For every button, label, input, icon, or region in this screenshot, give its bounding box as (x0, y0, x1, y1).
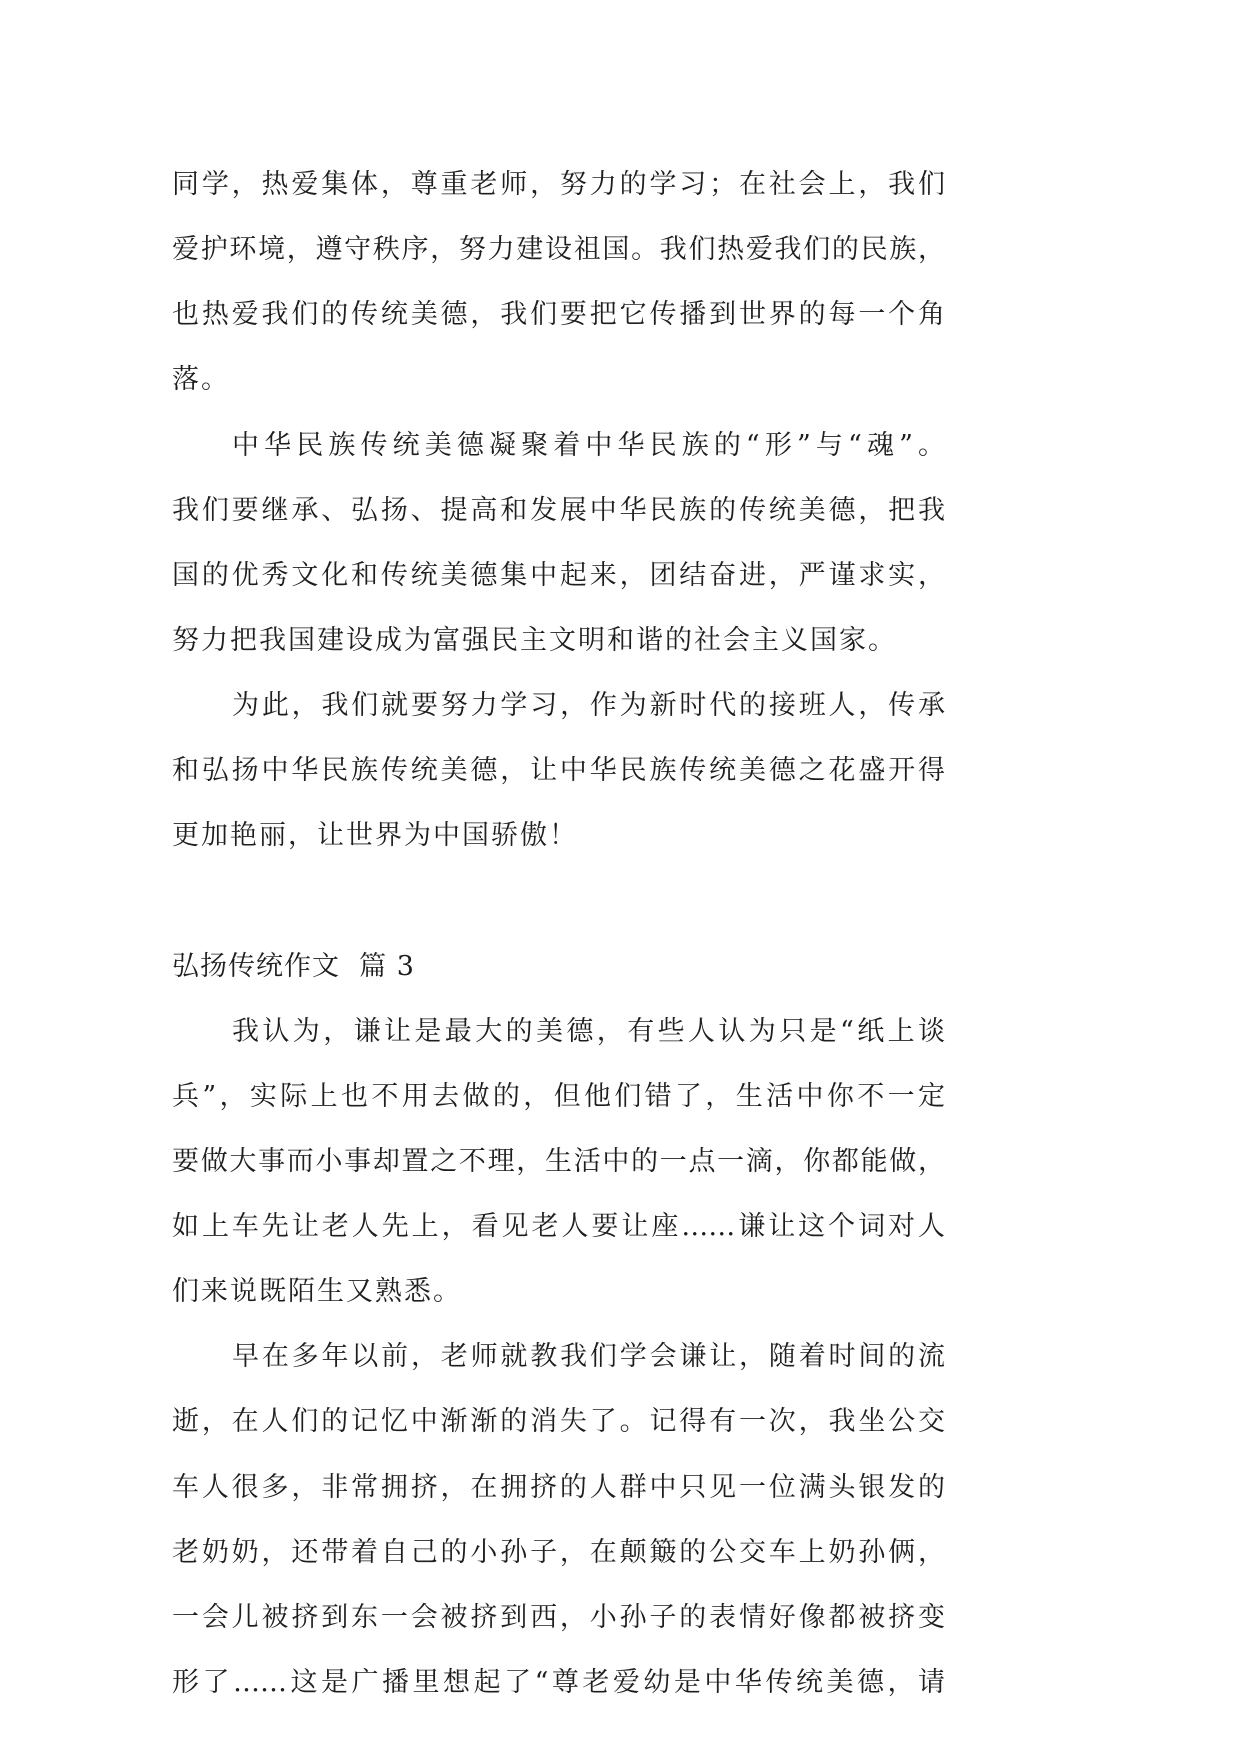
text-line: 我们要继承、弘扬、提高和发展中华民族的传统美德，把我 (172, 494, 945, 526)
paragraph (172, 413, 945, 674)
text-line: 和弘扬中华民族传统美德，让中华民族传统美德之花盛开得 (172, 755, 945, 787)
text-line: 为此，我们就要努力学习，作为新时代的接班人，传承 (232, 690, 945, 721)
text-line: 老奶奶，还带着自己的小孙子，在颠簸的公交车上奶孙俩， (172, 1536, 945, 1568)
text-line: 兵”，实际上也不用去做的，但他们错了，生活中你不一定 (172, 1080, 945, 1112)
paragraph (172, 673, 945, 868)
text-line: 我认为，谦让是最大的美德，有些人认为只是“纸上谈 (232, 1015, 945, 1047)
text-line: 一会儿被挤到东一会被挤到西，小孙子的表情好像都被挤变 (172, 1601, 945, 1633)
text-line: 们来说既陌生又熟悉。 (172, 1276, 462, 1308)
text-line: 更加艳丽，让世界为中国骄傲！ (172, 820, 578, 852)
paragraph (172, 999, 945, 1325)
text-line: 同学，热爱集体，尊重老师，努力的学习；在社会上，我们 (172, 169, 945, 200)
paragraph (172, 1324, 945, 1715)
text-line: 早在多年以前，老师就教我们学会谦让，随着时间的流 (232, 1341, 945, 1373)
text-line: 如上车先让老人先上，看见老人要让座……谦让这个词对人 (172, 1211, 945, 1242)
document-body (172, 152, 945, 1715)
text-line: 中华民族传统美德凝聚着中华民族的“形”与“魂”。 (232, 429, 945, 461)
section-heading: 弘扬传统作文 篇 3 (172, 950, 415, 982)
text-line: 要做大事而小事却置之不理，生活中的一点一滴，你都能做， (172, 1145, 945, 1177)
text-line: 国的优秀文化和传统美德集中起来，团结奋进，严谨求实， (172, 559, 945, 591)
text-line: 落。 (172, 364, 230, 396)
blank-line (172, 868, 945, 933)
text-line: 也热爱我们的传统美德，我们要把它传播到世界的每一个角 (172, 299, 945, 331)
text-line: 爱护环境，遵守秩序，努力建设祖国。我们热爱我们的民族， (172, 234, 945, 266)
text-line: 努力把我国建设成为富强民主文明和谐的社会主义国家。 (172, 624, 897, 656)
paragraph (172, 152, 945, 413)
text-line: 形了……这是广播里想起了“尊老爱幼是中华传统美德，请 (172, 1666, 945, 1698)
text-line: 逝，在人们的记忆中渐渐的消失了。记得有一次，我坐公交 (172, 1406, 945, 1438)
text-line: 车人很多，非常拥挤，在拥挤的人群中只见一位满头银发的 (172, 1471, 945, 1503)
